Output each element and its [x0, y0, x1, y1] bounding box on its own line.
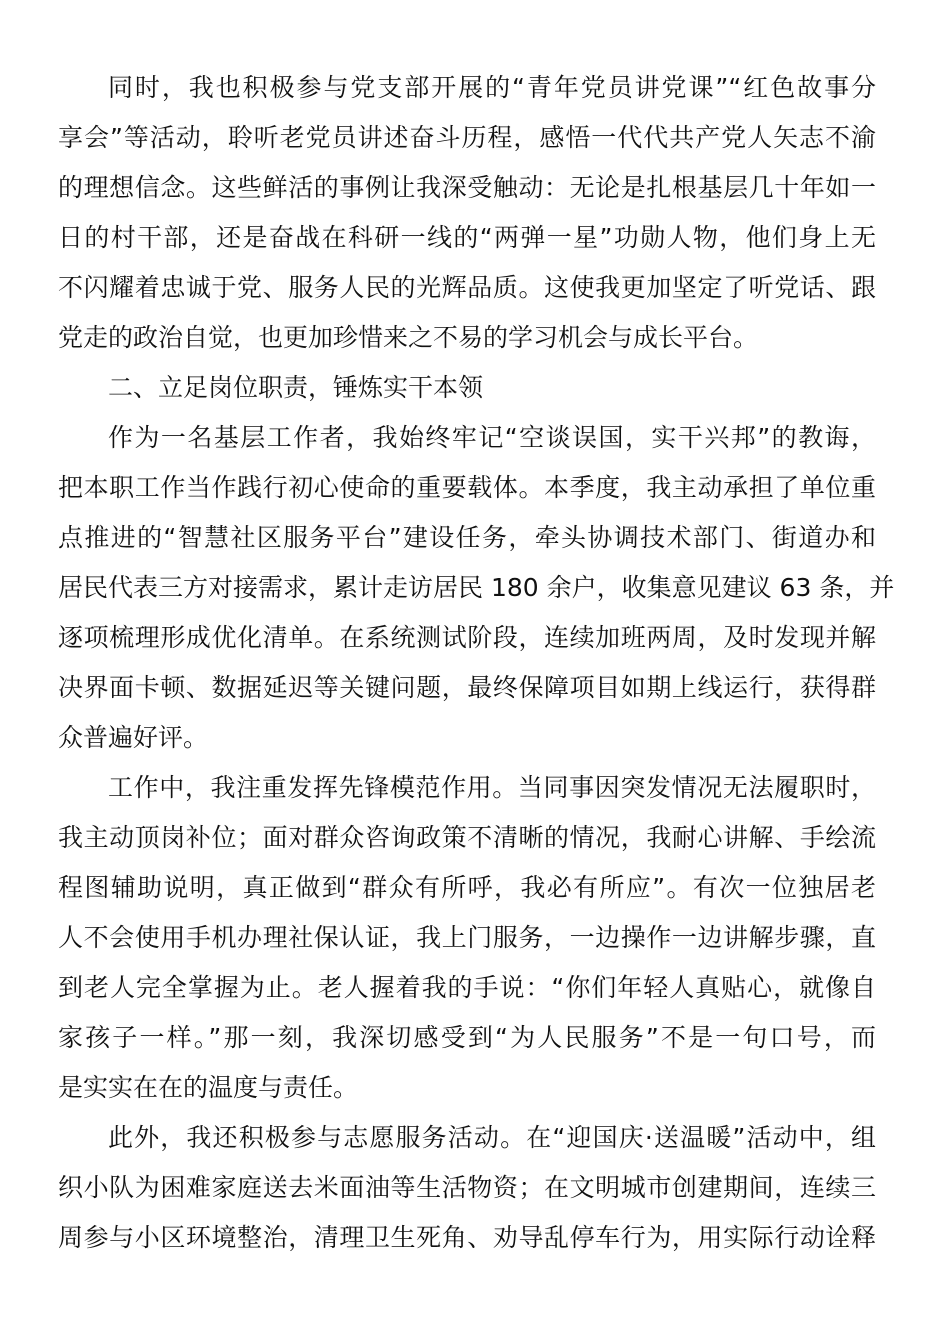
text-line: 家孩子一样。”那一刻，我深切感受到“为人民服务”不是一句口号，而 — [58, 1023, 876, 1052]
text-line: 是实实在在的温度与责任。 — [58, 1073, 359, 1102]
text-line: 作为一名基层工作者，我始终牢记“空谈误国，实干兴邦”的教诲， — [108, 423, 876, 452]
text-line: 点推进的“智慧社区服务平台”建设任务，牵头协调技术部门、街道办和 — [58, 523, 876, 552]
text-line: 我主动顶岗补位；面对群众咨询政策不清晰的情况，我耐心讲解、手绘流 — [58, 823, 876, 852]
document-page — [58, 63, 895, 1263]
text-line: 的理想信念。这些鲜活的事例让我深受触动：无论是扎根基层几十年如一 — [58, 173, 876, 202]
text-line: 周参与小区环境整治，清理卫生死角、劝导乱停车行为，用实际行动诠释 — [58, 1223, 876, 1252]
text-line: 人不会使用手机办理社保认证，我上门服务，一边操作一边讲解步骤，直 — [58, 923, 876, 952]
text-line: 享会”等活动，聆听老党员讲述奋斗历程，感悟一代代共产党人矢志不渝 — [58, 123, 876, 152]
text-line: 不闪耀着忠诚于党、服务人民的光辉品质。这使我更加坚定了听党话、跟 — [58, 273, 876, 302]
text-line: 把本职工作当作践行初心使命的重要载体。本季度，我主动承担了单位重 — [58, 473, 876, 502]
section-heading — [58, 363, 876, 413]
text-line: 居民代表三方对接需求，累计走访居民 180 余户，收集意见建议 63 条，并 — [58, 573, 895, 602]
text-line: 程图辅助说明，真正做到“群众有所呼，我必有所应”。有次一位独居老 — [58, 873, 876, 902]
text-line: 织小队为困难家庭送去米面油等生活物资；在文明城市创建期间，连续三 — [58, 1173, 876, 1202]
paragraph — [58, 1113, 876, 1263]
paragraph — [58, 763, 876, 1113]
heading-text: 二、立足岗位职责，锤炼实干本领 — [108, 373, 484, 402]
text-line: 逐项梳理形成优化清单。在系统测试阶段，连续加班两周，及时发现并解 — [58, 623, 876, 652]
paragraph — [58, 413, 895, 763]
text-line: 同时，我也积极参与党支部开展的“青年党员讲党课”“红色故事分 — [108, 73, 876, 102]
paragraph — [58, 63, 876, 363]
text-line: 工作中，我注重发挥先锋模范作用。当同事因突发情况无法履职时， — [108, 773, 876, 802]
text-line: 到老人完全掌握为止。老人握着我的手说：“你们年轻人真贴心，就像自 — [58, 973, 876, 1002]
text-line: 决界面卡顿、数据延迟等关键问题，最终保障项目如期上线运行，获得群 — [58, 673, 876, 702]
text-line: 众普遍好评。 — [58, 723, 209, 752]
text-line: 日的村干部，还是奋战在科研一线的“两弹一星”功勋人物，他们身上无 — [58, 223, 876, 252]
text-line: 此外，我还积极参与志愿服务活动。在“迎国庆·送温暖”活动中，组 — [108, 1123, 876, 1152]
text-line: 党走的政治自觉，也更加珍惜来之不易的学习机会与成长平台。 — [58, 323, 759, 352]
